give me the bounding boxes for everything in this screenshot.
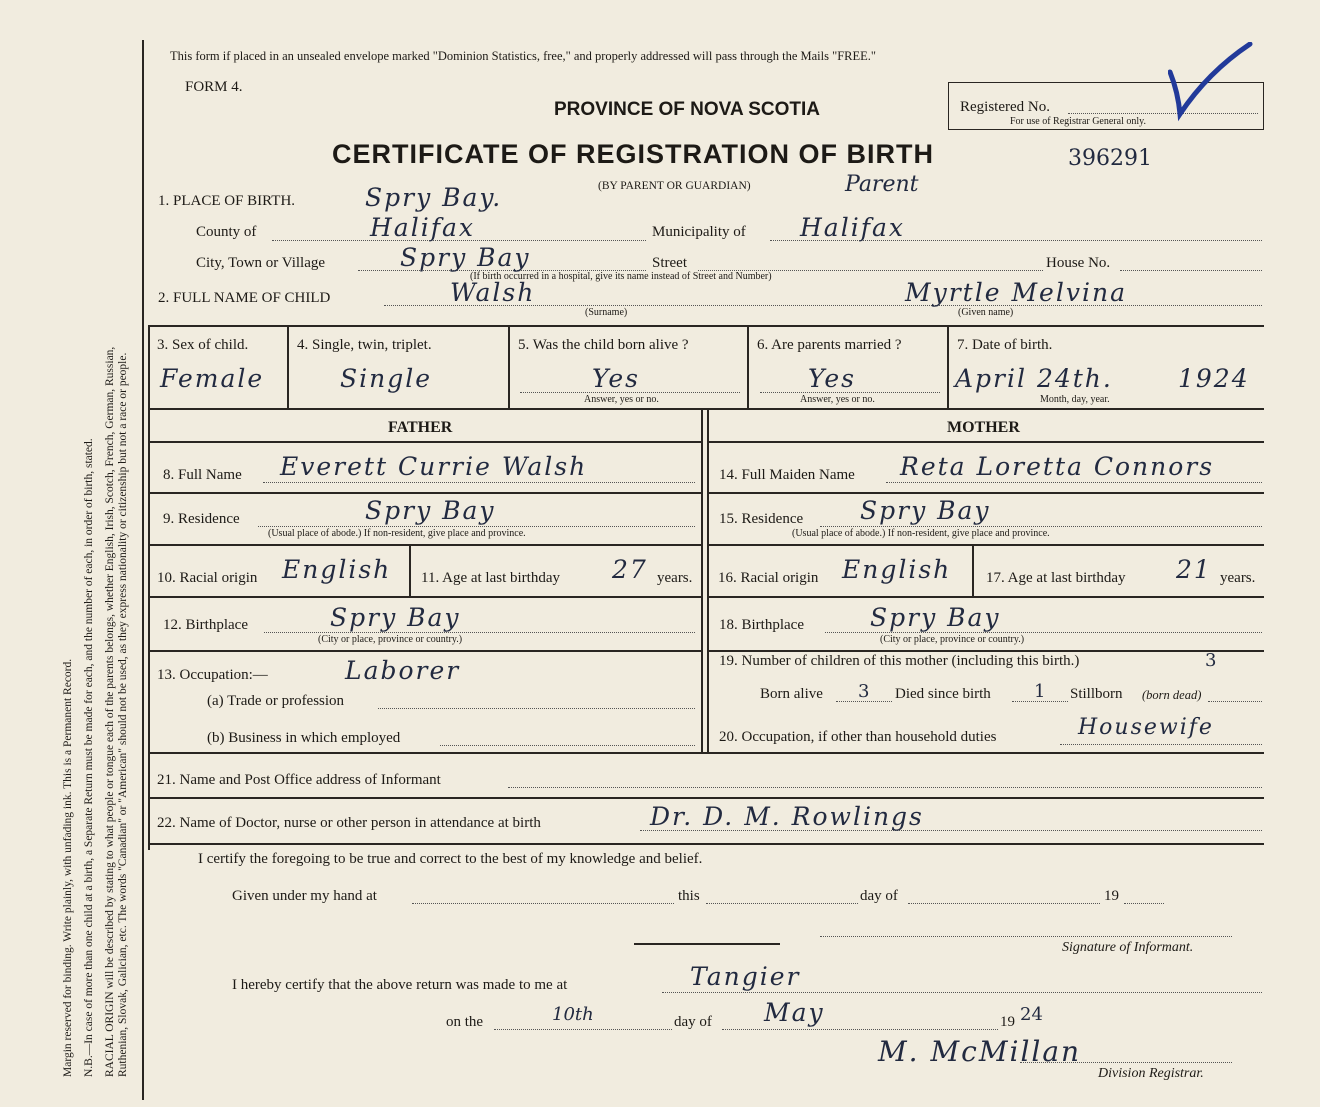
father-racial-label: 10. Racial origin (157, 570, 258, 586)
born-alive-count-label: Born alive (760, 686, 823, 702)
father-age-label: 11. Age at last birthday (421, 570, 560, 586)
margin-note-1: Margin reserved for binding. Write plainly, with unfading ink. This is a Permanent Record. (62, 658, 74, 1077)
child-surname: Walsh (450, 278, 536, 307)
mother-occupation-value: Housewife (1078, 715, 1214, 740)
province-title: PROVINCE OF NOVA SCOTIA (554, 99, 821, 120)
form-number: FORM 4. (185, 79, 243, 95)
business-label: (b) Business in which employed (207, 730, 401, 746)
mother-birthplace-value: Spry Bay (870, 603, 1001, 632)
this-label: this (678, 888, 700, 904)
margin-rule (142, 40, 144, 1100)
children-count-label: 19. Number of children of this mother (including this birth.) (719, 653, 1080, 669)
mother-age-label: 17. Age at last birthday (986, 570, 1126, 586)
county-value: Halifax (370, 213, 475, 242)
margin-note-4: Ruthenian, Slovak, Galician, etc. The words "Canadian" or "American" should not be used, as they express nationality or citizenship but not a race or people. (117, 352, 129, 1077)
day-of-label-2: day of (674, 1014, 712, 1030)
mail-notice: This form if placed in an unsealed envelope marked "Dominion Statistics, free," and properly addressed will pass through the Mails "FREE." (170, 49, 877, 63)
date-of-birth-year: 1924 (1178, 364, 1250, 393)
registrar-place: Tangier (690, 962, 801, 991)
year-prefix-2: 19 (1000, 1014, 1015, 1030)
father-heading: FATHER (388, 419, 453, 436)
father-birthplace-label: 12. Birthplace (163, 617, 248, 633)
margin-rule-inner (148, 325, 150, 850)
father-residence-value: Spry Bay (365, 496, 496, 525)
mother-name-label: 14. Full Maiden Name (719, 467, 855, 483)
division-registrar-label: Division Registrar. (1098, 1066, 1204, 1081)
died-since-birth-label: Died since birth (895, 686, 991, 702)
father-age-value: 27 (612, 555, 648, 584)
father-name-value: Everett Currie Walsh (280, 452, 588, 481)
father-residence-label: 9. Residence (163, 511, 240, 527)
year-prefix: 19 (1104, 888, 1119, 904)
mother-occupation-label: 20. Occupation, if other than household duties (719, 729, 997, 745)
born-alive-label: 5. Was the child born alive ? (518, 337, 689, 353)
stillborn-label: Stillborn (1070, 686, 1123, 702)
doctor-value: Dr. D. M. Rowlings (650, 802, 924, 831)
mother-abode-caption: (Usual place of abode.) If non-resident, give place and province. (792, 528, 1050, 539)
city-value: Spry Bay (400, 243, 531, 272)
mother-residence-value: Spry Bay (860, 496, 991, 525)
father-occupation-label: 13. Occupation:— (157, 667, 268, 683)
doctor-label: 22. Name of Doctor, nurse or other person in attendance at birth (157, 815, 541, 831)
checkmark-icon (1168, 42, 1258, 122)
father-racial-value: English (282, 555, 392, 584)
born-alive-caption: Answer, yes or no. (584, 394, 659, 405)
date-of-birth-label: 7. Date of birth. (957, 337, 1053, 353)
child-name-label: 2. FULL NAME OF CHILD (158, 290, 331, 306)
mother-residence-label: 15. Residence (719, 511, 804, 527)
date-of-birth-value: April 24th. (955, 364, 1113, 393)
surname-caption: (Surname) (585, 307, 628, 318)
mother-birthplace-label: 18. Birthplace (719, 617, 804, 633)
given-name-caption: (Given name) (958, 307, 1014, 318)
father-abode-caption: (Usual place of abode.) If non-resident, give place and province. (268, 528, 526, 539)
father-name-label: 8. Full Name (163, 467, 242, 483)
plurality-label: 4. Single, twin, triplet. (297, 337, 432, 353)
father-birthplace-value: Spry Bay (330, 603, 461, 632)
municipality-value: Halifax (800, 213, 905, 242)
registration-month: May (764, 998, 825, 1027)
father-occupation-value: Laborer (345, 656, 461, 685)
mother-birthplace-caption: (City or place, province or country.) (880, 634, 1025, 645)
plurality-value: Single (340, 364, 433, 393)
informant-signature-label: Signature of Informant. (1062, 940, 1194, 955)
certificate-number: 396291 (1068, 146, 1152, 171)
house-no-label: House No. (1046, 255, 1111, 271)
mother-heading: MOTHER (947, 419, 1020, 436)
by-parent-handwritten: Parent (845, 172, 919, 197)
county-label: County of (196, 224, 257, 240)
father-birthplace-caption: (City or place, province or country.) (318, 634, 463, 645)
mother-racial-value: English (842, 555, 952, 584)
parents-married-value: Yes (808, 364, 856, 393)
certify-statement: I certify the foregoing to be true and correct to the best of my knowledge and belief. (198, 851, 703, 867)
margin-note-2: N.B.—In case of more than one child at a birth, a Separate Return must be made for each, and the number of each, in order of birth, stated. (83, 438, 95, 1077)
mother-years-label: years. (1220, 570, 1256, 586)
given-under-hand-label: Given under my hand at (232, 888, 377, 904)
parents-married-label: 6. Are parents married ? (757, 337, 902, 353)
street-label: Street (652, 255, 687, 271)
sex-label: 3. Sex of child. (157, 337, 249, 353)
city-label: City, Town or Village (196, 255, 326, 271)
margin-note-3: RACIAL ORIGIN will be described by stating to what people or tongue each of the parents belongs, whether English, Irish, Scotch, French, German, Russian, (104, 346, 116, 1077)
hospital-note: (If birth occurred in a hospital, give its name instead of Street and Number) (470, 271, 772, 282)
child-given-name: Myrtle Melvina (905, 278, 1127, 307)
place-of-birth-value: Spry Bay. (365, 183, 503, 212)
date-of-birth-caption: Month, day, year. (1040, 394, 1110, 405)
registrar-statement: I hereby certify that the above return was made to me at (232, 977, 568, 993)
mother-name-value: Reta Loretta Connors (900, 452, 1215, 481)
margin-notes (62, 0, 142, 1107)
municipality-label: Municipality of (652, 224, 746, 240)
day-of-label: day of (860, 888, 898, 904)
on-the-label: on the (446, 1014, 484, 1030)
registration-year: 24 (1020, 1004, 1043, 1025)
mother-age-value: 21 (1176, 555, 1212, 584)
died-since-birth-value: 1 (1034, 681, 1046, 702)
mother-racial-label: 16. Racial origin (718, 570, 819, 586)
place-of-birth-label: 1. PLACE OF BIRTH. (158, 193, 296, 209)
registration-day: 10th (552, 1004, 594, 1025)
father-years-label: years. (657, 570, 693, 586)
born-alive-count-value: 3 (858, 681, 870, 702)
sex-value: Female (160, 364, 265, 393)
registrar-use-note: For use of Registrar General only. (1010, 116, 1146, 127)
stillborn-note: (born dead) (1142, 688, 1202, 702)
certificate-subtitle: (BY PARENT OR GUARDIAN) (598, 180, 751, 192)
children-count-value: 3 (1205, 650, 1217, 671)
trade-label: (a) Trade or profession (207, 693, 345, 709)
parents-married-caption: Answer, yes or no. (800, 394, 875, 405)
born-alive-value: Yes (592, 364, 640, 393)
registrar-signature: M. McMillan (878, 1035, 1082, 1068)
registered-no-label: Registered No. (960, 99, 1050, 115)
certificate-title: CERTIFICATE OF REGISTRATION OF BIRTH (332, 139, 934, 169)
informant-label: 21. Name and Post Office address of Informant (157, 772, 441, 788)
